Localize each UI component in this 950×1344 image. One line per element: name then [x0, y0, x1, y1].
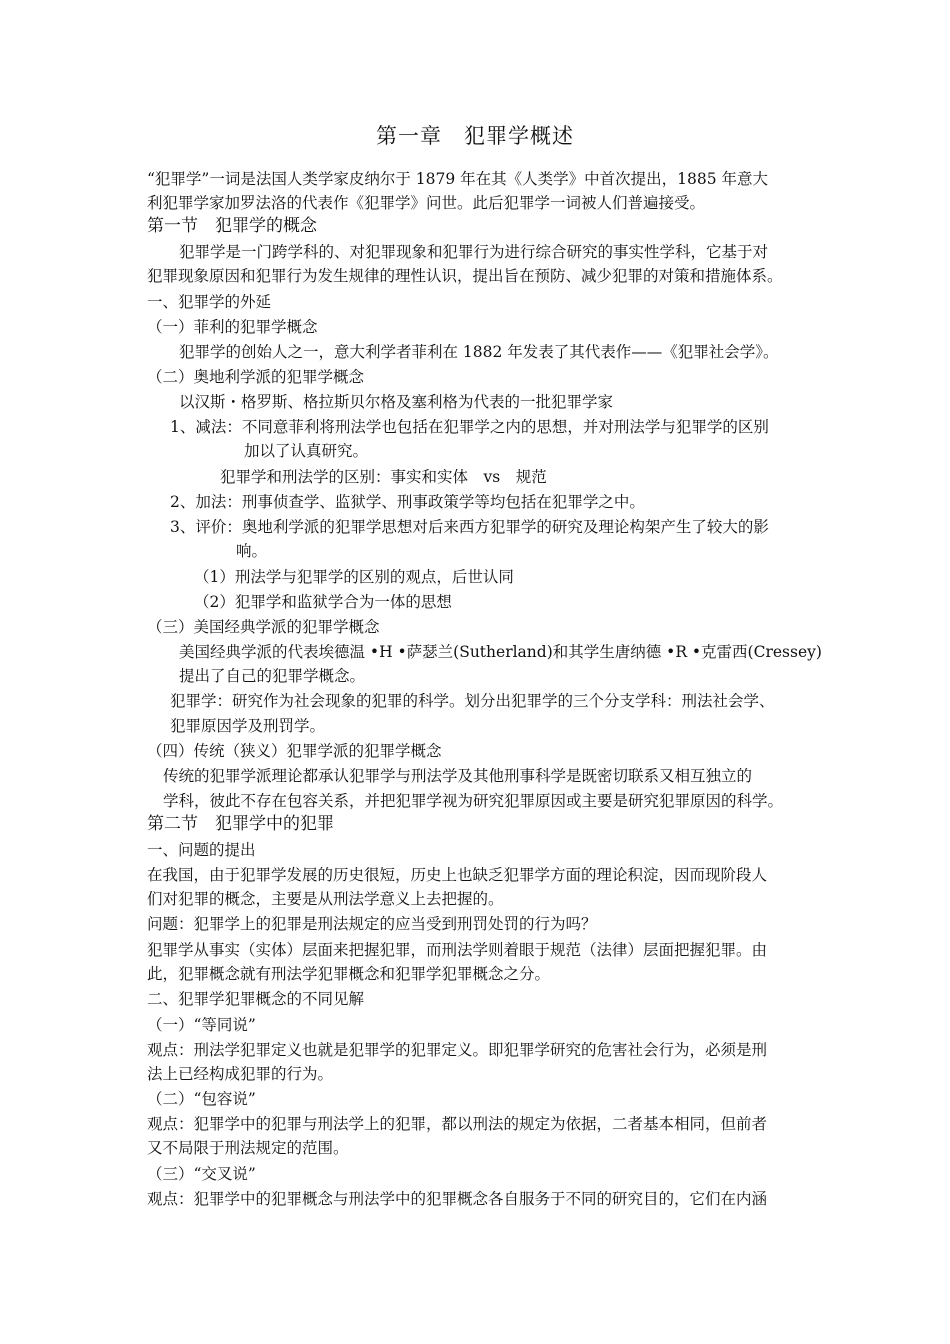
paragraph-line: 犯罪学从事实（实体）层面来把握犯罪，而刑法学则着眼于规范（法律）层面把握犯罪。由: [147, 941, 768, 959]
paragraph-line: 以汉斯・格罗斯、格拉斯贝尔格及塞利格为代表的一批犯罪学家: [179, 393, 614, 411]
paragraph-line: 观点：刑法学犯罪定义也就是犯罪学的犯罪定义。即犯罪学研究的危害社会行为，必须是刑: [147, 1041, 768, 1059]
paragraph-line: 犯罪学是一门跨学科的、对犯罪现象和犯罪行为进行综合研究的事实性学科，它基于对: [179, 243, 769, 261]
list-item: 3、评价：奥地利学派的犯罪学思想对后来西方犯罪学的研究及理论构架产生了较大的影: [170, 518, 769, 536]
item-heading: （三）美国经典学派的犯罪学概念: [147, 618, 380, 636]
paragraph-line: 学科，彼此不存在包容关系，并把犯罪学视为研究犯罪原因或主要是研究犯罪原因的科学。: [163, 792, 784, 810]
paragraph-line: 观点：犯罪学中的犯罪与刑法学上的犯罪，都以刑法的规定为依据，二者基本相同，但前者: [147, 1115, 768, 1133]
paragraph-line: 又不局限于刑法规定的范围。: [147, 1139, 349, 1157]
section-heading: 第一节 犯罪学的概念: [147, 216, 317, 236]
list-subitem: （1）刑法学与犯罪学的区别的观点，后世认同: [194, 568, 514, 586]
item-heading: （三）“交叉说”: [147, 1165, 256, 1183]
list-item: 2、加法：刑事侦查学、监狱学、刑事政策学等均包括在犯罪学之中。: [170, 493, 645, 511]
section-heading: 第二节 犯罪学中的犯罪: [147, 814, 334, 834]
subsection-heading: 二、犯罪学犯罪概念的不同见解: [147, 990, 365, 1008]
paragraph-line: 美国经典学派的代表埃德温 •H •萨瑟兰(Sutherland)和其学生唐纳德 •R •克雷西(Cressey): [179, 643, 822, 661]
paragraph-line: 在我国，由于犯罪学发展的历史很短，历史上也缺乏犯罪学方面的理论积淀，因而现阶段人: [147, 866, 768, 884]
paragraph-line: 犯罪现象原因和犯罪行为发生规律的理性认识，提出旨在预防、减少犯罪的对策和措施体系。: [147, 267, 783, 285]
list-item-cont: 响。: [236, 542, 268, 560]
paragraph-line: 提出了自己的犯罪学概念。: [179, 667, 366, 685]
list-subitem: （2）犯罪学和监狱学合为一体的思想: [194, 593, 452, 611]
intro-line: 利犯罪学家加罗法洛的代表作《犯罪学》问世。此后犯罪学一词被人们普遍接受。: [147, 194, 706, 212]
item-heading: （一）“等同说”: [147, 1016, 256, 1034]
item-heading: （二）“包容说”: [147, 1090, 256, 1108]
list-item: 1、减法：不同意菲利将刑法学也包括在犯罪学之内的思想，并对刑法学与犯罪学的区别: [170, 418, 769, 436]
paragraph-line: 犯罪原因学及刑罚学。: [170, 717, 326, 735]
paragraph-line: 法上已经构成犯罪的行为。: [147, 1065, 334, 1083]
subsection-heading: 一、问题的提出: [147, 841, 256, 859]
paragraph-line: 犯罪学和刑法学的区别：事实和实体 vs 规范: [220, 468, 547, 486]
paragraph-line: 问题：犯罪学上的犯罪是刑法规定的应当受到刑罚处罚的行为吗？: [147, 915, 597, 933]
paragraph-line: 此，犯罪概念就有刑法学犯罪概念和犯罪学犯罪概念之分。: [147, 965, 551, 983]
chapter-title: 第一章 犯罪学概述: [376, 124, 574, 148]
paragraph-line: 观点：犯罪学中的犯罪概念与刑法学中的犯罪概念各自服务于不同的研究目的，它们在内涵: [147, 1190, 768, 1208]
item-heading: （二）奥地利学派的犯罪学概念: [147, 368, 365, 386]
paragraph-line: 犯罪学的创始人之一，意大利学者菲利在 1882 年发表了其代表作——《犯罪社会学》。: [179, 343, 779, 361]
paragraph-line: 们对犯罪的概念，主要是从刑法学意义上去把握的。: [147, 890, 504, 908]
paragraph-line: 犯罪学：研究作为社会现象的犯罪的科学。划分出犯罪学的三个分支学科：刑法社会学、: [170, 692, 775, 710]
intro-line: “犯罪学”一词是法国人类学家皮纳尔于 1879 年在其《人类学》中首次提出，1885 年意大: [147, 170, 769, 188]
list-item-cont: 加以了认真研究。: [244, 442, 369, 460]
item-heading: （四）传统（狭义）犯罪学派的犯罪学概念: [147, 742, 442, 760]
paragraph-line: 传统的犯罪学派理论都承认犯罪学与刑法学及其他刑事科学是既密切联系又相互独立的: [163, 767, 753, 785]
subsection-heading: 一、犯罪学的外延: [147, 293, 272, 311]
item-heading: （一）菲利的犯罪学概念: [147, 318, 318, 336]
